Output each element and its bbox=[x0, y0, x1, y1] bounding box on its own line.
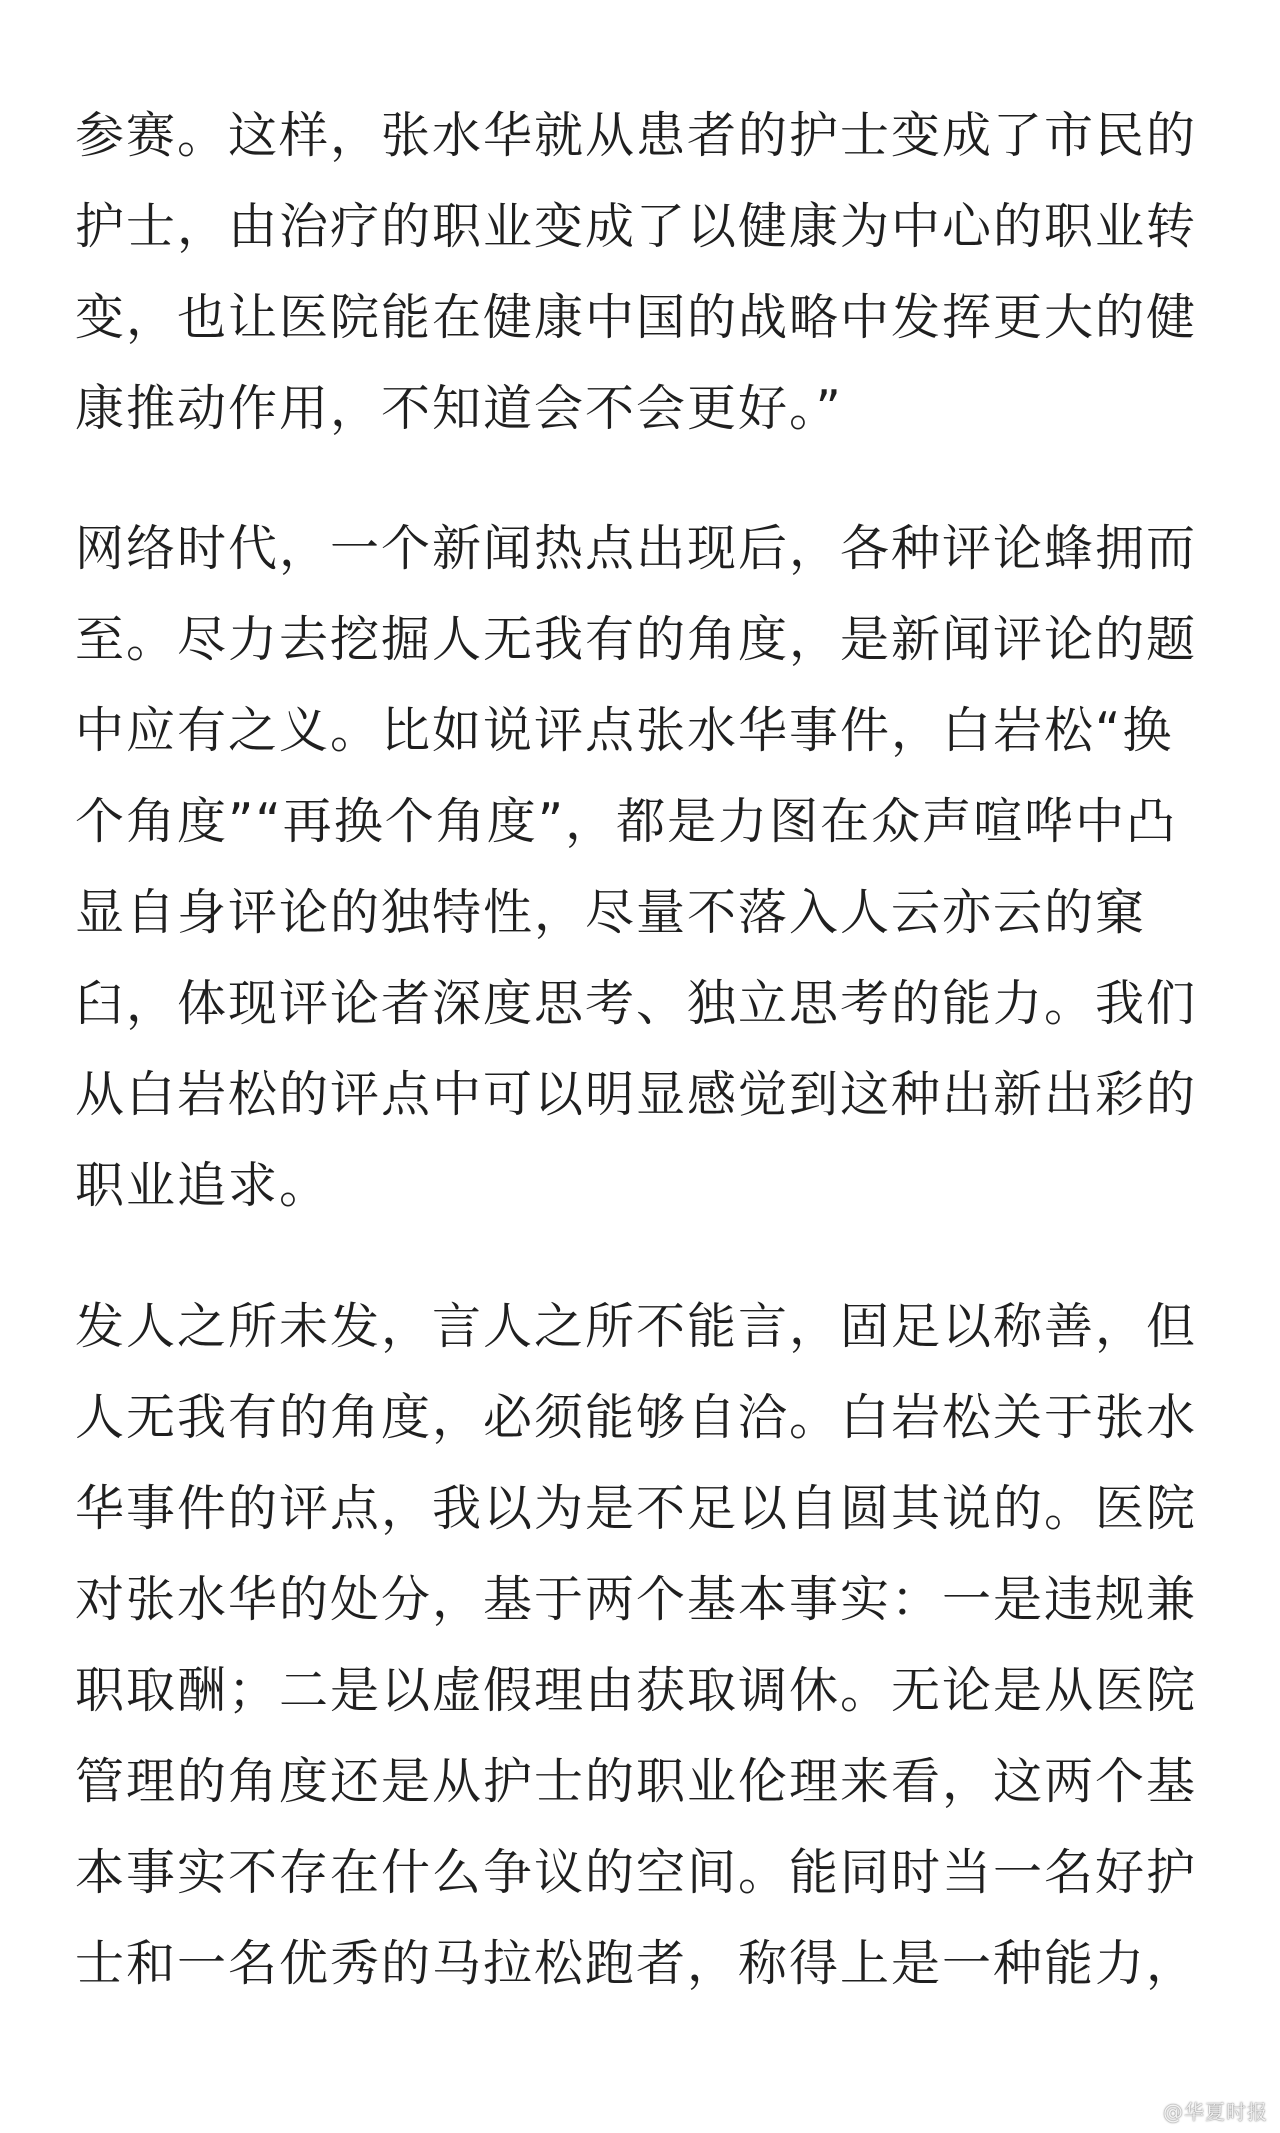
text-line: 管理的角度还是从护士的职业伦理来看，这两个基 bbox=[75, 1753, 1198, 1810]
text-line: 华事件的评点，我以为是不足以自圆其说的。医院 bbox=[75, 1480, 1198, 1537]
paragraph-1 bbox=[75, 90, 1215, 454]
text-line: 士和一名优秀的马拉松跑者，称得上是一种能力， bbox=[75, 1935, 1198, 1992]
text-line: 个角度”“再换个角度”，都是力图在众声喧哗中凸 bbox=[75, 793, 1178, 850]
text-line: 臼，体现评论者深度思考、独立思考的能力。我们 bbox=[75, 975, 1198, 1032]
text-line: 康推动作用，不知道会不会更好。” bbox=[75, 380, 843, 437]
watermark: @华夏时报 bbox=[1163, 2100, 1268, 2124]
article-body bbox=[75, 90, 1215, 2009]
text-line: 网络时代，一个新闻热点出现后，各种评论蜂拥而 bbox=[75, 520, 1198, 577]
text-line: 变，也让医院能在健康中国的战略中发挥更大的健 bbox=[75, 289, 1198, 346]
text-line: 至。尽力去挖掘人无我有的角度，是新闻评论的题 bbox=[75, 611, 1198, 668]
text-line: 人无我有的角度，必须能够自洽。白岩松关于张水 bbox=[75, 1389, 1198, 1446]
text-line: 护士，由治疗的职业变成了以健康为中心的职业转 bbox=[75, 198, 1198, 255]
text-line: 从白岩松的评点中可以明显感觉到这种出新出彩的 bbox=[75, 1066, 1198, 1123]
text-line: 本事实不存在什么争议的空间。能同时当一名好护 bbox=[75, 1844, 1198, 1901]
text-line: 对张水华的处分，基于两个基本事实：一是违规兼 bbox=[75, 1571, 1198, 1628]
text-line: 职业追求。 bbox=[75, 1157, 331, 1214]
text-line: 发人之所未发，言人之所不能言，固足以称善，但 bbox=[75, 1298, 1198, 1355]
paragraph-3 bbox=[75, 1281, 1215, 2009]
text-line: 参赛。这样，张水华就从患者的护士变成了市民的 bbox=[75, 107, 1198, 164]
text-line: 中应有之义。比如说评点张水华事件，白岩松“换 bbox=[75, 702, 1174, 759]
text-line: 显自身评论的独特性，尽量不落入人云亦云的窠 bbox=[75, 884, 1147, 941]
paragraph-2 bbox=[75, 503, 1215, 1231]
text-line: 职取酬；二是以虚假理由获取调休。无论是从医院 bbox=[75, 1662, 1198, 1719]
